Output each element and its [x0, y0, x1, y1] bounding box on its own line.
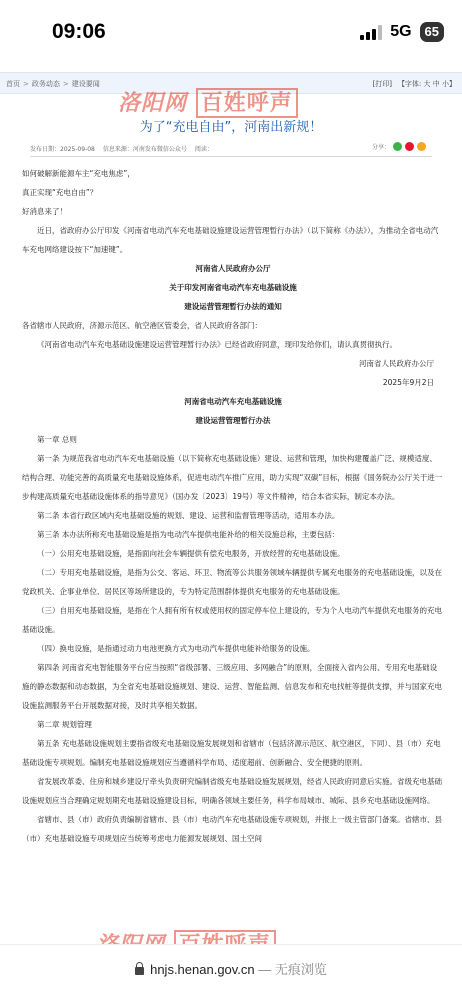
share-bar — [372, 142, 426, 151]
battery-icon: 65 — [420, 22, 444, 42]
wechat-share-icon[interactable] — [393, 142, 402, 151]
intro-line: 如何破解新能源车主“充电焦虑”， — [22, 169, 135, 178]
breadcrumb — [6, 79, 100, 89]
incognito-label: 无痕浏览 — [274, 962, 327, 977]
breadcrumb-separator: > — [62, 80, 69, 88]
sign-date: 2025年9月2日 — [382, 378, 434, 387]
network-type: 5G — [390, 23, 412, 40]
intro-line: 好消息来了！ — [22, 207, 67, 216]
notice-org: 河南省人民政府办公厅 — [195, 264, 271, 273]
article-source: 信息来源：河南发布微信公众号 — [102, 145, 187, 153]
article-clause: 第一条 为规范我省电动汽车充电基础设施（以下简称充电基础设施）建设、运营和管理，加快构建覆盖广泛、规模适度、结构合理、功能完善的高质量充电基础设施体系，促进电动汽车推广应用，助力实现“双碳”目标，根据《国务院办公厅关于进一步构建高质量充电基础设施体系的指导意见》（国办发〔2023〕19号）等文件精神，结合本省实际，制定本办法。 — [22, 454, 443, 501]
font-large-button[interactable]: 大 — [423, 80, 431, 88]
weibo-share-icon[interactable] — [405, 142, 414, 151]
status-bar — [0, 0, 462, 66]
article-title: 为了“充电自由”，河南出新规！ — [139, 120, 323, 135]
lock-icon — [135, 967, 144, 975]
watermark-logo-top — [118, 86, 298, 117]
sign-org: 河南省人民政府办公厅 — [359, 359, 434, 368]
publish-date: 发布日期：2025-09-08 — [30, 145, 95, 153]
status-indicators — [360, 22, 444, 42]
watermark-box-text: 百姓呼声 — [196, 88, 298, 118]
font-medium-button[interactable]: 中 — [432, 80, 440, 88]
watermark-text: 洛阳网 — [118, 90, 188, 116]
article-clause: （四）换电设施，是指通过动力电池更换方式为电动汽车提供电能补给服务的设施。 — [37, 644, 315, 653]
article-clause: 第三条 本办法所称充电基础设施是指为电动汽车提供电能补给的相关设施总称，主要包括： — [37, 530, 340, 539]
doc-title-line: 建设运营管理暂行办法 — [195, 416, 271, 425]
notice-title-line: 建设运营管理暂行办法的通知 — [184, 302, 282, 311]
article-clause: 省辖市、县（市）政府负责编制省辖市、县（市）电动汽车充电基础设施专项规划，并报上一级主管部门备案。省辖市、县（市）充电基础设施专项规划应当统筹考虑电力能源发展规划、国土空间 — [22, 815, 442, 843]
article-clause: （三）自用充电基础设施，是指在个人拥有所有权或使用权的固定停车位上建设的，专为个人电动汽车提供充电服务的充电基础设施。 — [22, 606, 442, 634]
article-clause: 第五条 充电基础设施规划主要指省级充电基础设施发展规划和省辖市（包括济源示范区、航空港区，下同）、县（市）充电基础设施专项规划。编制充电基础设施规划应当遵循科学布局、适度超前、创新融合、安全便捷的原则。 — [22, 739, 441, 767]
share-label: 分享： — [371, 144, 390, 151]
print-button[interactable]: [打印] — [372, 80, 392, 88]
intro-paragraph: 近日，省政府办公厅印发《河南省电动汽车充电基础设施建设运营管理暂行办法》（以下简称《办法》），为推动全省电动汽车充电网络建设按下“加速键”。 — [22, 226, 439, 254]
article-clause: （二）专用充电基础设施，是指为公交、客运、环卫、物流等公共服务领域车辆提供专属充电服务的充电基础设施，以及在党政机关、企事业单位、居民区等场所建设的，专为特定范围群体提供充电服务的充电基础设施。 — [22, 568, 442, 596]
recipients: 各省辖市人民政府，济源示范区、航空港区管委会，省人民政府各部门： — [22, 321, 262, 330]
title-divider — [30, 156, 432, 157]
notice-body: 《河南省电动汽车充电基础设施建设运营管理暂行办法》已经省政府同意，现印发给你们，请认真贯彻执行。 — [37, 340, 397, 349]
page-tools — [372, 79, 456, 89]
url-text: hnjs.henan.gov.cn — [150, 962, 255, 977]
doc-title-line: 河南省电动汽车充电基础设施 — [184, 397, 282, 406]
browser-address-bar[interactable] — [0, 944, 462, 1000]
chapter-heading: 第二章 规划管理 — [37, 720, 92, 729]
view-count: 阅读： — [194, 145, 213, 153]
font-size-selector — [398, 79, 456, 89]
article-body — [22, 164, 444, 848]
article-clause: 第二条 本省行政区域内充电基础设施的规划、建设、运营和监督管理等活动，适用本办法。 — [37, 511, 340, 520]
intro-line: 真正实现“充电自由”？ — [22, 188, 98, 197]
address-display[interactable] — [0, 959, 462, 978]
status-time: 09:06 — [52, 20, 106, 43]
breadcrumb-home[interactable]: 首页 — [6, 80, 20, 88]
notice-title-line: 关于印发河南省电动汽车充电基础设施 — [169, 283, 297, 292]
article-clause: 第四条 河南省充电智能服务平台应当按照“省级部署、三级应用、多网融合”的原则，全面接入省内公用、专用充电基础设施的静态数据和动态数据，为全省充电基础设施规划、建设、运营、智能监测、信息发布和充电找桩等提供支撑，并与国家充电设施监测服务平台开展数据对接，及时共享相关数据。 — [22, 663, 442, 710]
font-size-label: 【字体: — [397, 80, 422, 88]
font-small-button[interactable]: 小 — [442, 80, 449, 88]
breadcrumb-construction[interactable]: 建设要闻 — [71, 80, 100, 88]
qzone-share-icon[interactable] — [417, 142, 426, 151]
mode-separator: — — [254, 962, 275, 977]
signal-icon — [360, 24, 382, 40]
chapter-heading: 第一章 总则 — [37, 435, 77, 444]
breadcrumb-news[interactable]: 政务动态 — [31, 80, 60, 88]
font-size-close: 】 — [449, 80, 456, 88]
article-clause: （一）公用充电基础设施，是指面向社会车辆提供有偿充电服务，开放经营的充电基础设施。 — [37, 549, 345, 558]
article-clause: 省发展改革委、住房和城乡建设厅牵头负责研究编制省级充电基础设施发展规划，经省人民政府同意后实施。省级充电基础设施规划应当合理确定规划期充电基础设施建设目标，明确各领域主要任务，科学布局城市、城际、县乡充电基础设施网络。 — [22, 777, 442, 805]
breadcrumb-separator: > — [23, 80, 29, 88]
